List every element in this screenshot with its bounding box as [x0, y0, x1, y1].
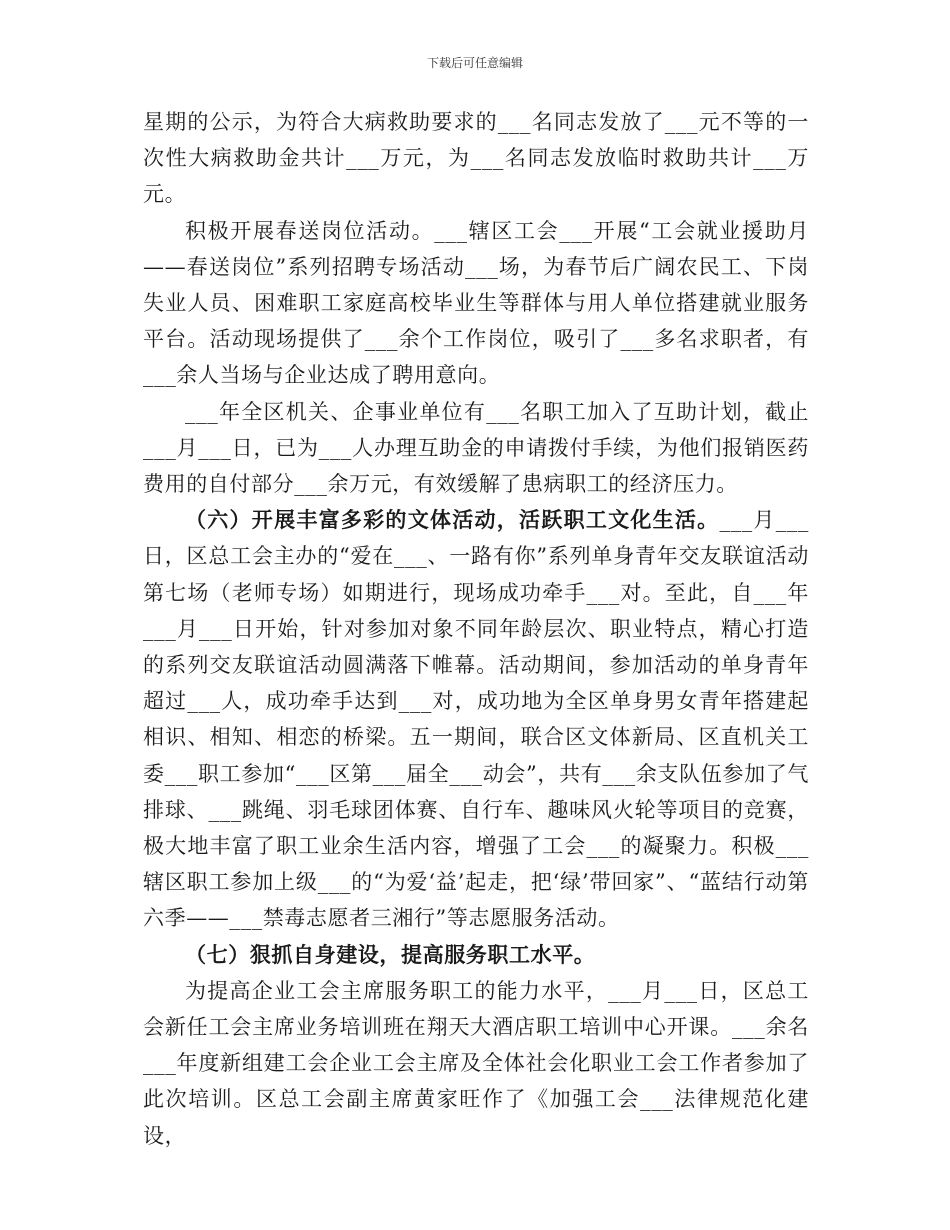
section-six-body: ___月___日，区总工会主办的“爱在___、一路有你”系列单身青年交友联谊活动第七场（老师专场）如期进行，现场成功牵手___对。至此，自___年___月___日开始，针对参加对象不同年龄层次、职业特点，精心打造的系列交友联谊活动圆满落下帷幕。活动期间，参加活动的单身青年超过___人，成功牵手达到___对，成功地为全区单身男女青年搭建起相识、相知、相恋的桥梁。五一期间，联合区文体新局、区直机关工委___职工参加“___区第___届全___动会”，共有___余支队伍参加了气排球、___跳绳、羽毛球团体赛、自行车、趣味风火轮等项目的竞赛，极大地丰富了职工业余生活内容，增强了工会___的凝聚力。积极___辖区职工参加上级___的“为爱‘益’起走，把‘绿’带回家”、“蓝结行动第六季——___禁毒志愿者三湘行”等志愿服务活动。 [143, 508, 809, 931]
section-seven-body: 为提高企业工会主席服务职工的能力水平，___月___日，区总工会新任工会主席业务培训班在翔天大酒店职工培训中心开课。___余名___年度新组建工会企业工会主席及全体社会化职业工会工作者参加了此次培训。区总工会副主席黄家旺作了《加强工会___法律规范化建设， [143, 978, 809, 1148]
document-body [143, 104, 809, 1154]
section-six-heading: （六）开展丰富多彩的文体活动，活跃职工文化生活。 [185, 507, 720, 533]
paragraph-spring-jobs: 积极开展春送岗位活动。___辖区工会___开展“工会就业援助月——春送岗位”系列招聘专场活动___场，为春节后广阔农民工、下岗失业人员、困难职工家庭高校毕业生等群体与用人单位搭建就业服务平台。活动现场提供了___余个工作岗位，吸引了___多名求职者，有___余人当场与企业达成了聘用意向。 [143, 218, 809, 388]
section-six [143, 502, 809, 936]
paragraph-continued: 星期的公示，为符合大病救助要求的___名同志发放了___元不等的一次性大病救助金共计___万元，为___名同志发放临时救助共计___万元。 [143, 110, 809, 207]
paragraph-mutual-aid: ___年全区机关、企事业单位有___名职工加入了互助计划，截止___月___日，已为___人办理互助金的申请拨付手续，为他们报销医药费用的自付部分___余万元，有效缓解了患病职工的经济压力。 [143, 399, 809, 497]
page-header: 下载后可任意编辑 [426, 56, 523, 70]
section-seven-heading: （七）狠抓自身建设，提高服务职工水平。 [185, 941, 596, 967]
